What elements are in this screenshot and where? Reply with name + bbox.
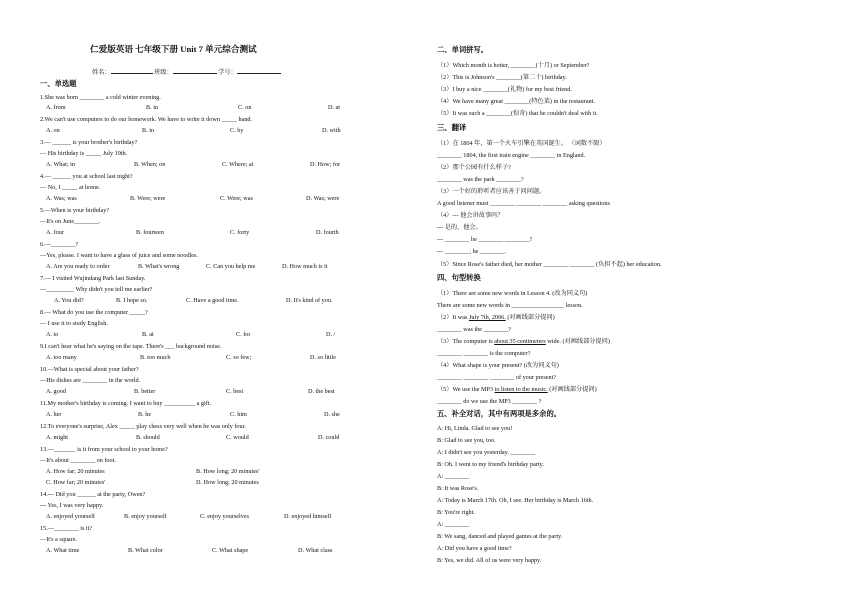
option: D. Was; were [306,195,340,202]
option: B. in [146,104,159,111]
option: B. I hope so. [116,297,148,304]
spelling-2: （2）This is Johnson's ________(第二十) birthday. [437,74,567,81]
page-title: 仁爱版英语 七年级下册 Unit 7 单元综合测试 [90,44,257,54]
option: B. Were; were [130,195,166,202]
option: D. enjoyed himself [284,513,332,520]
translation-4-answer-2: --- ________, he ________. [437,248,507,255]
conversion-3-answer: ________ ________ is the computer? [437,350,531,357]
spelling-5: （5）It was such a ________(惊奇) that he couldn't deal with it. [437,110,598,117]
question-13-reply: —It's about ________ on foot. [40,457,116,464]
dialog-line: A: ________ [437,521,470,528]
option: D. How long; 20 minutes [196,479,259,486]
question-5: 5.—When is your birthday? [40,207,110,214]
id-label: 学号： [218,69,237,76]
conversion-2-answer: ________ was the ________? [437,326,512,333]
option: B. in [142,127,155,134]
question-6-reply: —Yes, please. I want to have a glass of juice and some noodles. [40,252,198,259]
question-1: 1.She was born ________ a cold winter evening. [40,94,161,101]
conversion-2: （2）It was July 7th, 2006. (对画线部分提问) [437,314,555,321]
option: A. good [46,388,66,395]
dialog-line: B: You're right. [437,509,475,516]
option: D. so little [310,354,336,361]
dialog-line: A: Hi, Linda. Glad to see you! [437,425,513,432]
question-2: 2.We can't use computers to do our homework. We have to write it down _____ hand. [40,116,253,123]
option: C. for [236,331,251,338]
option: C. by [230,127,244,134]
option: C. Were; was [220,195,253,202]
dialog-line: B: We sang, danced and played games at the party. [437,533,563,540]
question-4: 4.— ______ you at school last night? [40,173,133,180]
question-7-reply: —_________ Why didn't you tell me earlier? [40,286,153,293]
option: D. How; for [310,161,341,168]
dialog-line: A: Today is March 17th. Oh, I see. Her birthday is March 16th. [437,497,594,504]
student-info [92,67,281,76]
conversion-5-answer: ________ do we use the MP3 ________ ? [437,398,542,405]
question-15-reply: —It's a square. [40,536,78,543]
question-8-reply: — I use it to study English. [40,320,108,327]
option: D. the best [308,388,335,395]
question-13: 13.—_______ is it from your school to your home? [40,446,168,453]
option: D. / [326,331,336,338]
option: D. could [318,434,340,441]
translation-2: （2）那个公园有什么样子? [437,164,511,171]
option: A. on [46,127,60,134]
option: C. would [226,434,249,441]
translation-3-answer: A good listener must ________ ________ ________ asking questions [437,200,610,207]
option: C. forty [230,229,250,236]
class-label: 班级： [154,69,173,76]
question-4-reply: — No, I _____ at home. [40,184,101,191]
translation-1: （1）在 1804 年，第一个火车引擎在英国诞生。 （词数不限） [437,140,606,147]
spelling-1: （1）Which month is hotter, ________(十月) or September? [437,62,590,69]
option: B. he [138,411,152,418]
option: A. What time [46,547,80,554]
conversion-3: （3）The computer is about 35 centimeters wide. (对画线部分提问) [437,338,610,345]
option: A. to [46,331,59,338]
option: C. him [230,411,247,418]
option: C. What shape [212,547,249,554]
conversion-5: （5）We use the MP3 to listen to the music. (对画线部分提问) [437,386,597,393]
option: D. she [324,411,340,418]
translation-4: （4）--- 他会讲故事吗？ [437,212,504,219]
question-5-reply: —It's on June________. [40,218,101,225]
translation-2-answer: ________ was the park ________? [437,176,524,183]
option: B. better [134,388,156,395]
section-2-heading: 二、单词拼写。 [437,45,489,54]
conversion-1-answer: There are some new words in _________________ lesson. [437,302,583,309]
option: A. How far; 20 minutes [46,468,105,475]
dialog-line: A: I didn't see you yesterday. ________ [437,449,536,456]
dialog-line: B: Glad to see you, too. [437,437,496,444]
translation-5: （5）Since Rose's father died, her mother ________ ________ (负担不起) her education. [437,261,662,268]
translation-1-answer: ________ 1804, the first train engine ________ in England. [437,152,586,159]
question-3-reply: — His birthday is _____ July 19th. [40,150,128,157]
option: B. What's wrong [138,263,180,270]
question-8: 8.— What do you use the computer _____? [40,309,148,316]
dialog-line: B: Oh. I went to my friend's birthday party. [437,461,544,468]
option: B. enjoy yourself [124,513,167,520]
option: D. What class [298,547,333,554]
option: D. fourth [316,229,339,236]
option: B. How long; 20 minutes' [196,468,260,475]
option: C. so few; [226,354,252,361]
option: B. When; on [134,161,166,168]
conversion-1: （1）There are some new words in Lesson 4. (改为同义句) [437,290,588,297]
option: D. with [322,127,341,134]
question-11: 11.My mother's birthday is coming. I want to buy __________ a gift. [40,400,212,407]
section-3-heading: 三、翻译 [437,123,467,132]
option: C. How far; 20 minutes' [46,479,106,486]
option: A. might [46,434,69,441]
option: A. four [46,229,64,236]
option: A. Are you ready to order [46,263,110,270]
conversion-4: （4）What shape is your present? (改为同义句) [437,362,559,369]
option: A. Was; was [46,195,77,202]
option: B. What color [128,547,163,554]
option: D. It's kind of you. [286,297,333,304]
option: A. enjoyed yourself [46,513,95,520]
question-12: 12.To everyone's surprise, Alex _____ play chess very well when he was only four. [40,423,246,430]
option: C. Have a good time. [186,297,239,304]
dialog-line: A: ________ [437,473,470,480]
option: C. on [238,104,252,111]
question-6: 6.—________? [40,241,79,248]
option: C. enjoy yourselves [200,513,249,520]
question-7: 7.— I visited Wujindang Park last Sunday. [40,275,146,282]
option: D. at [328,104,341,111]
option: A. too many [46,354,77,361]
spelling-4: （4）We have many great ________(特色菜) in the restaurant. [437,98,595,105]
option: B. fourteen [136,229,164,236]
section-1-heading: 一、单选题 [40,79,77,88]
translation-4-answer-1: --- ________ he ________ ________? [437,236,533,243]
name-label: 姓名： [92,69,111,76]
option: A. What; in [46,161,75,168]
question-14: 14.--- Did you ______ at the party, Owen? [40,491,146,498]
question-3: 3.— ______ is your brother's birthday? [40,139,138,146]
dialog-line: A: Did you have a good time? [437,545,512,552]
option: C. Where; at [222,161,254,168]
question-10-reply: —His dishes are ________ in the world. [40,377,141,384]
option: A. You did? [54,297,84,304]
question-15: 15.—________ is it? [40,525,93,532]
dialog-line: B: Yes, we did. All of us were very happy. [437,557,542,564]
option: B. at [142,331,154,338]
question-10: 10.—What is special about your father? [40,366,139,373]
option: B. too much [140,354,171,361]
option: A. from [46,104,66,111]
option: A. her [46,411,62,418]
dialog-line: B: It was Rose's. [437,485,479,492]
section-5-heading: 五、补全对话，其中有两项是多余的。 [437,409,562,418]
option: B. should [136,434,160,441]
translation-4-b: --- 是的，他会。 [437,224,482,231]
section-4-heading: 四、句型转换 [437,273,481,282]
question-9: 9.I can't hear what he's saying on the tape. There's ___ background noise. [40,343,222,350]
translation-3: （3）一个好的聆听者应该善于问问题。 [437,188,546,195]
option: D. How much is it [282,263,328,270]
question-14-reply: --- Yes, I was very happy. [40,502,104,509]
option: C. Can you help me [206,263,256,270]
option: C. best [226,388,244,395]
conversion-4-answer: ________ ________ ________ of your present? [437,374,557,381]
spelling-3: （3）I buy a nice ________(礼物) for my best friend. [437,86,572,93]
